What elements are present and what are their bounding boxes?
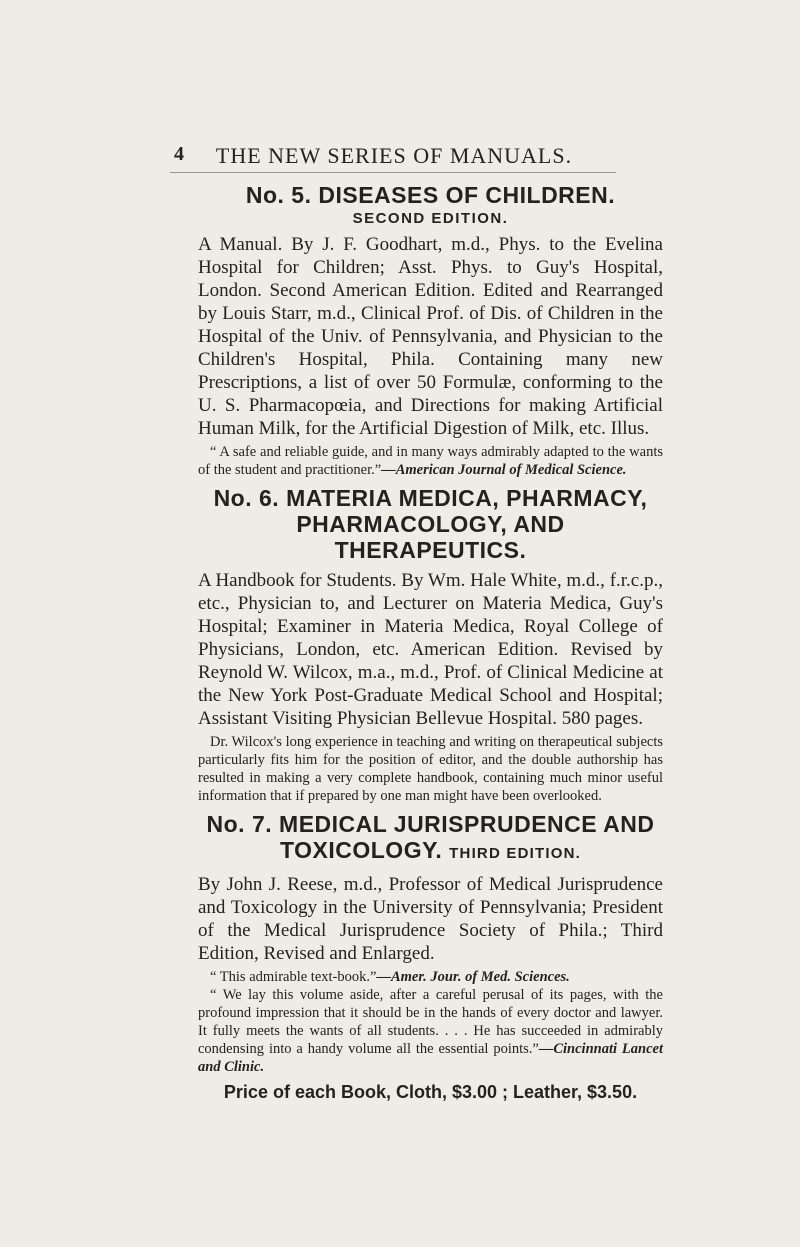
review-source: —Amer. Jour. of Med. Sciences. <box>376 969 570 985</box>
price-line: Price of each Book, Cloth, $3.00 ; Leather, $3.50. <box>223 1082 638 1102</box>
entry-title: MATERIA MEDICA, PHARMACY, PHARMACOLOGY, AND THERAPEUTICS. <box>286 485 648 563</box>
entry-number: No. 6. <box>213 485 280 511</box>
entry-review <box>198 443 663 479</box>
running-head: THE NEW SERIES OF MANUALS. <box>215 143 573 168</box>
review-source: —Cincinnati Lancet and Clinic. <box>198 1041 663 1075</box>
header-rule <box>170 172 616 173</box>
page-number: 4 <box>174 143 184 165</box>
entry-heading <box>198 811 663 867</box>
entry-description: A Manual. By J. F. Goodhart, m.d., Phys. to the Evelina Hospital for Children; Asst. Phys. to Guy's Hospital, London. Second American Edition. Edited and Rearranged by Louis Starr, m.d., Clinical Prof. of Dis. of Children in the Hospital of the Univ. of Pennsylvania, and Physician to the Children's Hospital, Phila. Containing many new Prescriptions, a list of over 50 Formulæ, conforming to the U. S. Pharmacopœia, and Directions for making Artificial Human Milk, for the Artificial Digestion of Milk, etc. Illus. <box>198 234 663 439</box>
entry-review-1 <box>198 968 663 986</box>
manual-entry-7 <box>198 811 663 1076</box>
entry-number: No. 5. <box>245 182 312 208</box>
review-source: —American Journal of Medical Science. <box>381 462 627 478</box>
manual-entry-5 <box>198 182 663 479</box>
entry-description: A Handbook for Students. By Wm. Hale White, m.d., f.r.c.p., etc., Physician to, and Lecturer on Materia Medica, Guy's Hospital; Examiner in Materia Medica, Royal College of Physicians, London, etc. American Edition. Revised by Reynold W. Wilcox, m.a., m.d., Prof. of Clinical Medicine at the New York Post-Graduate Medical School and Hospital; Assistant Visiting Physician Bellevue Hospital. 580 pages. <box>198 570 663 729</box>
review-text: “ We lay this volume aside, after a careful perusal of its pages, with the profound impression that it should be in the hands of every doctor and lawyer. It fully meets the wants of all students. . . . He has succeeded in admirably condensing into a handy volume all the essential points.” <box>198 987 663 1057</box>
review-text: “ A safe and reliable guide, and in many ways admirably adapted to the wants of the student and practitioner.” <box>198 444 663 478</box>
entry-heading <box>198 485 663 563</box>
entry-review-2 <box>198 986 663 1076</box>
review-text: “ This admirable text-book.” <box>210 969 377 985</box>
entry-number: No. 7. <box>206 811 273 837</box>
entry-title: MEDICAL JURISPRUDENCE AND TOXICOLOGY. <box>279 811 655 863</box>
entry-note: Dr. Wilcox's long experience in teaching and writing on therapeutical subjects particularly fits him for the position of editor, and the double authorship has resulted in making a very complete handbook, containing much minor useful information that if prepared by one man might have been overlooked. <box>198 734 663 804</box>
manual-entry-6 <box>198 485 663 805</box>
entry-edition: THIRD EDITION. <box>449 845 581 862</box>
entry-edition: SECOND EDITION. <box>352 210 509 227</box>
entry-heading <box>198 182 663 208</box>
entry-description: By John J. Reese, m.d., Professor of Medical Jurisprudence and Toxicology in the University of Pennsylvania; President of the Medical Jurisprudence Society of Phila.; Third Edition, Revised and Enlarged. <box>198 874 663 964</box>
entry-title: DISEASES OF CHILDREN. <box>318 182 616 208</box>
content-column <box>198 182 663 1103</box>
